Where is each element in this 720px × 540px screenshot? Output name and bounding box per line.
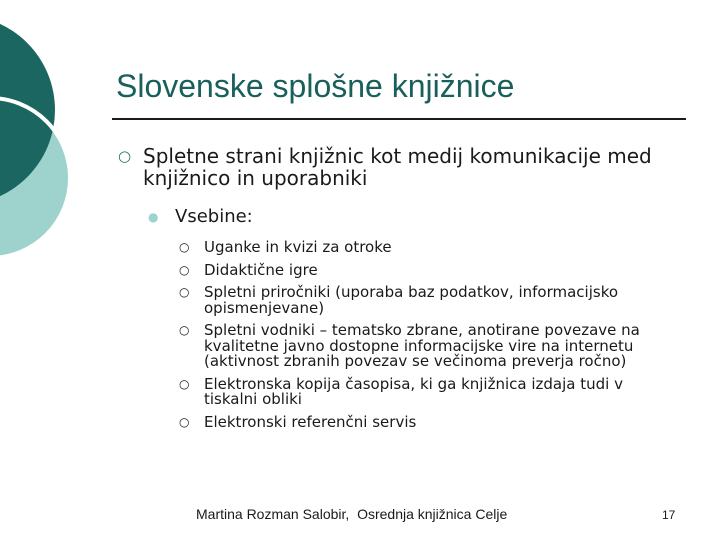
- list-item: [179, 323, 669, 370]
- list-item: [179, 260, 669, 279]
- level1-bullet-item: [118, 145, 698, 189]
- level2-bullet-item: [148, 206, 253, 228]
- level1-text: Spletne strani knjižnic kot medij komunikacije med knjižnico in uporabniki: [143, 144, 652, 190]
- level2-text: Vsebine:: [175, 206, 253, 227]
- list-item-text: Spletni priročniki (uporaba baz podatkov, informacijsko opismenjevane): [204, 283, 619, 317]
- list-item: [179, 285, 669, 316]
- hollow-circle-bullet-icon: ○: [179, 376, 190, 391]
- content-list: [179, 240, 669, 437]
- list-item-text: Spletni vodniki – tematsko zbrane, anotirane povezave na kvalitetne javno dostopne informacijske vire na internetu (aktivnost zbranih povezav se večinoma preverja ročno): [204, 321, 640, 370]
- hollow-circle-bullet-icon: ○: [179, 414, 190, 429]
- hollow-circle-bullet-icon: ○: [179, 285, 190, 299]
- filled-circle-bullet-icon: ●: [148, 210, 159, 224]
- hollow-circle-bullet-icon: ○: [118, 147, 132, 165]
- list-item-text: Elektronska kopija časopisa, ki ga knjižnica izdaja tudi v tiskalni obliki: [204, 374, 623, 408]
- page-number: 17: [662, 508, 676, 522]
- hollow-circle-bullet-icon: ○: [179, 323, 190, 337]
- list-item: [179, 374, 669, 408]
- list-item-text: Elektronski referenčni servis: [204, 412, 417, 431]
- list-item: [179, 240, 669, 256]
- list-item-text: Uganke in kvizi za otroke: [204, 238, 392, 256]
- hollow-circle-bullet-icon: ○: [179, 240, 190, 254]
- title-divider: [112, 118, 686, 120]
- footer-author: Martina Rozman Salobir, Osrednja knjižnica Celje: [196, 506, 508, 522]
- list-item-text: Didaktične igre: [204, 260, 318, 279]
- slide-title: Slovenske splošne knjižnice: [116, 68, 515, 104]
- list-item: [179, 412, 669, 431]
- hollow-circle-bullet-icon: ○: [179, 262, 190, 277]
